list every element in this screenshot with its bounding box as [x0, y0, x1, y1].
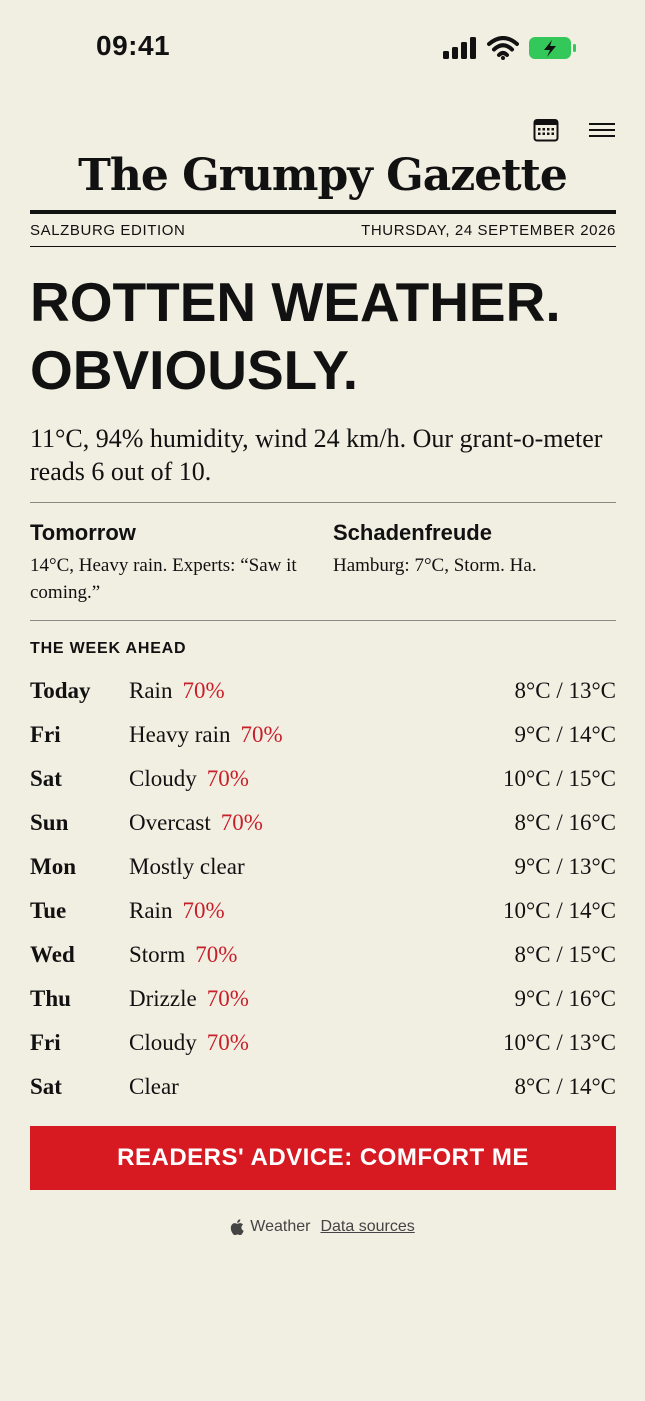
forecast-row	[30, 1021, 616, 1065]
masthead-rule	[30, 210, 616, 214]
forecast-row	[30, 933, 616, 977]
forecast-row	[30, 713, 616, 757]
forecast-row	[30, 977, 616, 1021]
day-condition: Storm 70%	[129, 942, 238, 967]
day-condition: Drizzle 70%	[129, 986, 249, 1011]
tomorrow-column	[30, 520, 315, 606]
weather-brand: Weather	[250, 1218, 311, 1235]
calendar-icon	[533, 118, 559, 142]
day-name: Sat	[30, 1074, 62, 1099]
day-condition: Clear	[129, 1074, 179, 1099]
calendar-button[interactable]	[533, 118, 559, 142]
day-condition: Heavy rain 70%	[129, 722, 283, 747]
status-bar	[0, 0, 645, 96]
schadenfreude-title: Schadenfreude	[333, 520, 492, 545]
day-temp: 9°C / 16°C	[514, 986, 616, 1011]
day-name: Fri	[30, 1030, 61, 1055]
tomorrow-body: 14°C, Heavy rain. Experts: “Saw it coming.”	[30, 555, 297, 603]
day-name: Fri	[30, 722, 61, 747]
day-condition: Rain 70%	[129, 678, 225, 703]
day-precip: 70%	[206, 766, 249, 791]
comfort-me-button[interactable]: READERS' ADVICE: COMFORT ME	[30, 1126, 616, 1190]
cellular-signal-icon	[443, 37, 477, 59]
day-temp: 10°C / 14°C	[503, 898, 616, 923]
forecast-row	[30, 669, 616, 713]
schadenfreude-body: Hamburg: 7°C, Storm. Ha.	[333, 555, 537, 576]
forecast-row	[30, 1065, 616, 1109]
day-temp: 10°C / 13°C	[503, 1030, 616, 1055]
day-precip: 70%	[206, 1030, 249, 1055]
apple-logo-icon	[230, 1219, 244, 1235]
day-temp: 9°C / 13°C	[514, 854, 616, 879]
day-name: Sun	[30, 810, 69, 835]
wifi-icon	[487, 36, 519, 60]
day-name: Wed	[30, 942, 75, 967]
day-temp: 10°C / 15°C	[503, 766, 616, 791]
day-temp: 8°C / 16°C	[514, 810, 616, 835]
day-temp: 8°C / 13°C	[514, 678, 616, 703]
day-name: Sat	[30, 766, 62, 791]
week-list	[30, 669, 616, 1109]
day-precip: 70%	[182, 898, 225, 923]
tomorrow-title: Tomorrow	[30, 520, 136, 545]
day-precip: 70%	[195, 942, 238, 967]
day-temp: 9°C / 14°C	[514, 722, 616, 747]
day-condition: Mostly clear	[129, 854, 245, 879]
forecast-row	[30, 845, 616, 889]
day-name: Today	[30, 678, 91, 703]
edition-row	[30, 222, 616, 239]
day-condition: Cloudy 70%	[129, 766, 249, 791]
day-name: Tue	[30, 898, 67, 923]
day-name: Mon	[30, 854, 76, 879]
day-name: Thu	[30, 986, 71, 1011]
section-divider	[30, 502, 616, 503]
attribution-footer	[0, 1218, 645, 1236]
forecast-row	[30, 889, 616, 933]
schadenfreude-column	[333, 520, 618, 579]
day-precip: 70%	[182, 678, 225, 703]
edition-rule	[30, 246, 616, 247]
section-divider	[30, 620, 616, 621]
menu-icon	[589, 122, 615, 138]
headline: ROTTEN WEATHER. OBVIOUSLY.	[30, 271, 561, 401]
toolbar	[533, 118, 615, 142]
day-condition: Overcast 70%	[129, 810, 263, 835]
edition-date: THURSDAY, 24 SEPTEMBER 2026	[361, 222, 616, 239]
edition-label: SALZBURG EDITION	[30, 222, 186, 239]
day-precip: 70%	[206, 986, 249, 1011]
status-icons	[443, 34, 577, 62]
battery-charging-icon	[529, 36, 577, 60]
week-title: THE WEEK AHEAD	[30, 640, 187, 657]
menu-button[interactable]	[589, 122, 615, 138]
masthead-title: The Grumpy Gazette	[78, 150, 567, 201]
day-precip: 70%	[240, 722, 283, 747]
day-precip: 70%	[220, 810, 263, 835]
day-condition: Cloudy 70%	[129, 1030, 249, 1055]
day-temp: 8°C / 14°C	[514, 1074, 616, 1099]
forecast-row	[30, 757, 616, 801]
lede: 11°C, 94% humidity, wind 24 km/h. Our grant-o-meter reads 6 out of 10.	[30, 424, 603, 486]
day-temp: 8°C / 15°C	[514, 942, 616, 967]
status-time: 09:41	[96, 30, 171, 61]
day-condition: Rain 70%	[129, 898, 225, 923]
data-sources-link[interactable]: Data sources	[320, 1218, 415, 1235]
forecast-row	[30, 801, 616, 845]
